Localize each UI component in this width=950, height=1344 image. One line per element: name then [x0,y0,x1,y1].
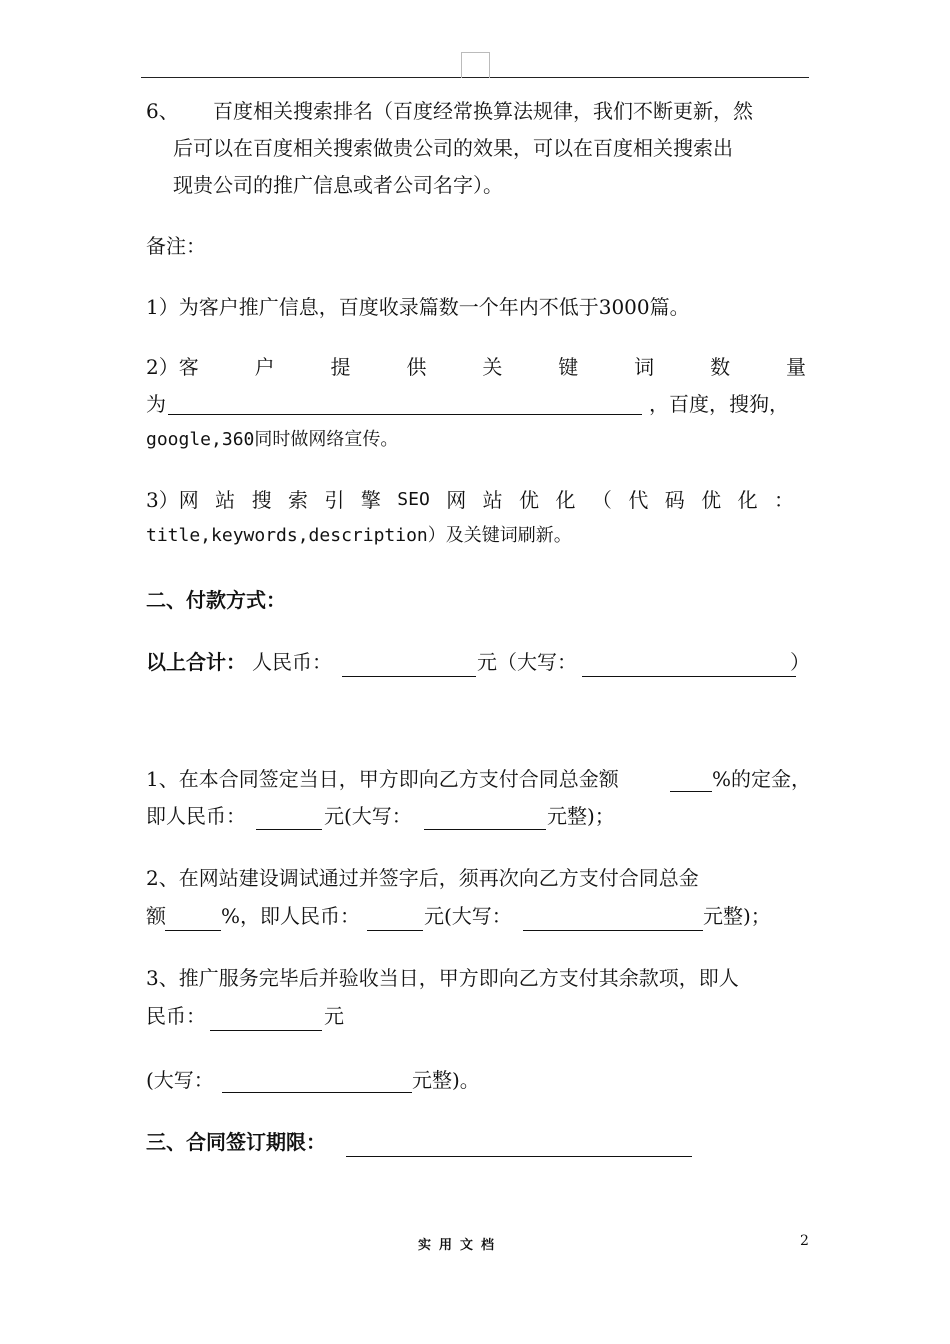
total-capital-blank[interactable] [582,676,796,677]
payment-3-rmb-label: 民币： [146,1004,206,1028]
page-number: 2 [800,1233,809,1249]
remark-3-char: 擎 [360,488,381,512]
remark-3-char: 搜 [251,488,272,512]
payment-2-percent: %，即人民币： [221,904,361,928]
remark-2-char: 2）客 [146,355,199,379]
payment-1-amount-blank[interactable] [256,829,322,830]
remark-3-char: 优 [701,488,722,512]
payment-2-yuan-label: 元(大写： [424,904,512,928]
remarks-heading: 备注： [146,234,206,258]
payment-2-capital-blank[interactable] [523,930,703,931]
payment-3-capital-blank[interactable] [222,1092,412,1093]
remark-3-char: 网 [446,488,467,512]
remark-2-char: 关 [482,355,503,379]
payment-3-end: 元整)。 [412,1068,480,1092]
item6-line1: 百度相关搜索排名（百度经常换算法规律，我们不断更新，然 [213,99,753,123]
remark-3-char: 引 [324,488,345,512]
total-rmb-label: 人民币： [252,650,332,674]
remark-3-char: 化 [555,488,576,512]
total-yuan-label: 元（大写： [477,650,577,674]
remark-2-char: 户 [254,355,275,379]
payment-2-amount-blank[interactable] [367,930,423,931]
footer-title: 实用文档 [418,1238,503,1253]
payment-1-percent-blank[interactable] [670,791,712,792]
remark-2-char: 提 [330,355,351,379]
keyword-count-blank[interactable] [168,414,642,415]
remark-3-line2: title,keywords,description）及关键词刷新。 [146,525,572,546]
remark-3-char: 代 [628,488,649,512]
remark-2-char: 键 [558,355,579,379]
payment-3-yuan: 元 [324,1004,344,1028]
remark-3-char: SEO [397,489,430,510]
payment-1-yuan-label: 元(大写： [324,804,412,828]
item6-line2: 后可以在百度相关搜索做贵公司的效果，可以在百度相关搜索出 [173,136,733,160]
payment-1-line1: 1、在本合同签定当日，甲方即向乙方支付合同总金额 [146,767,619,791]
payment-2-amount-label: 额 [146,904,166,928]
remark-2-char: 量 [785,355,806,379]
header-box [461,52,490,78]
remark-3-char: 码 [664,488,685,512]
payment-2-line1: 2、在网站建设调试通过并签字后，须再次向乙方支付合同总金 [146,866,699,890]
payment-3-amount-blank[interactable] [210,1030,322,1031]
payment-2-end: 元整)； [703,904,771,928]
remark-3-char: 化 [737,488,758,512]
remark-2-char: 供 [406,355,427,379]
payment-1-capital-blank[interactable] [424,829,546,830]
remark-3-char: 优 [519,488,540,512]
total-label: 以上合计： [146,650,246,674]
term-heading: 三、合同签订期限： [146,1130,326,1154]
remark-2-prefix: 为 [146,392,166,416]
payment-1-rmb-label: 即人民币： [146,804,246,828]
remark-3-char: ： [774,488,794,512]
item6-line3: 现贵公司的推广信息或者公司名字）。 [173,173,503,197]
term-blank[interactable] [346,1156,692,1157]
payment-3-line1: 3、推广服务完毕后并验收当日，甲方即向乙方支付其余款项，即人 [146,966,739,990]
remark-3-line1 [146,488,794,512]
remark-3-char: 站 [482,488,503,512]
total-close: ） [790,650,810,674]
remark-3-char: （ [591,488,612,512]
remark-2-char: 数 [710,355,731,379]
item6-number: 6、 [146,99,179,123]
remark-2-line1 [146,355,806,379]
total-amount-blank[interactable] [342,676,476,677]
remark-2-suffix: ，百度，搜狗， [649,392,789,416]
remark-3-char: 3）网 [146,488,199,512]
remark-3-char: 站 [215,488,236,512]
payment-1-end: 元整)； [547,804,615,828]
payment-heading: 二、付款方式： [146,588,286,612]
remark-2-line3: google,360同时做网络宣传。 [146,429,399,450]
remark-1: 1）为客户推广信息，百度收录篇数一个年内不低于3000篇。 [146,295,690,319]
payment-1-percent: %的定金， [712,767,812,791]
remark-3-char: 索 [288,488,308,512]
payment-3-capital-label: (大写： [146,1068,214,1092]
remark-2-char: 词 [634,355,655,379]
payment-2-percent-blank[interactable] [165,930,221,931]
